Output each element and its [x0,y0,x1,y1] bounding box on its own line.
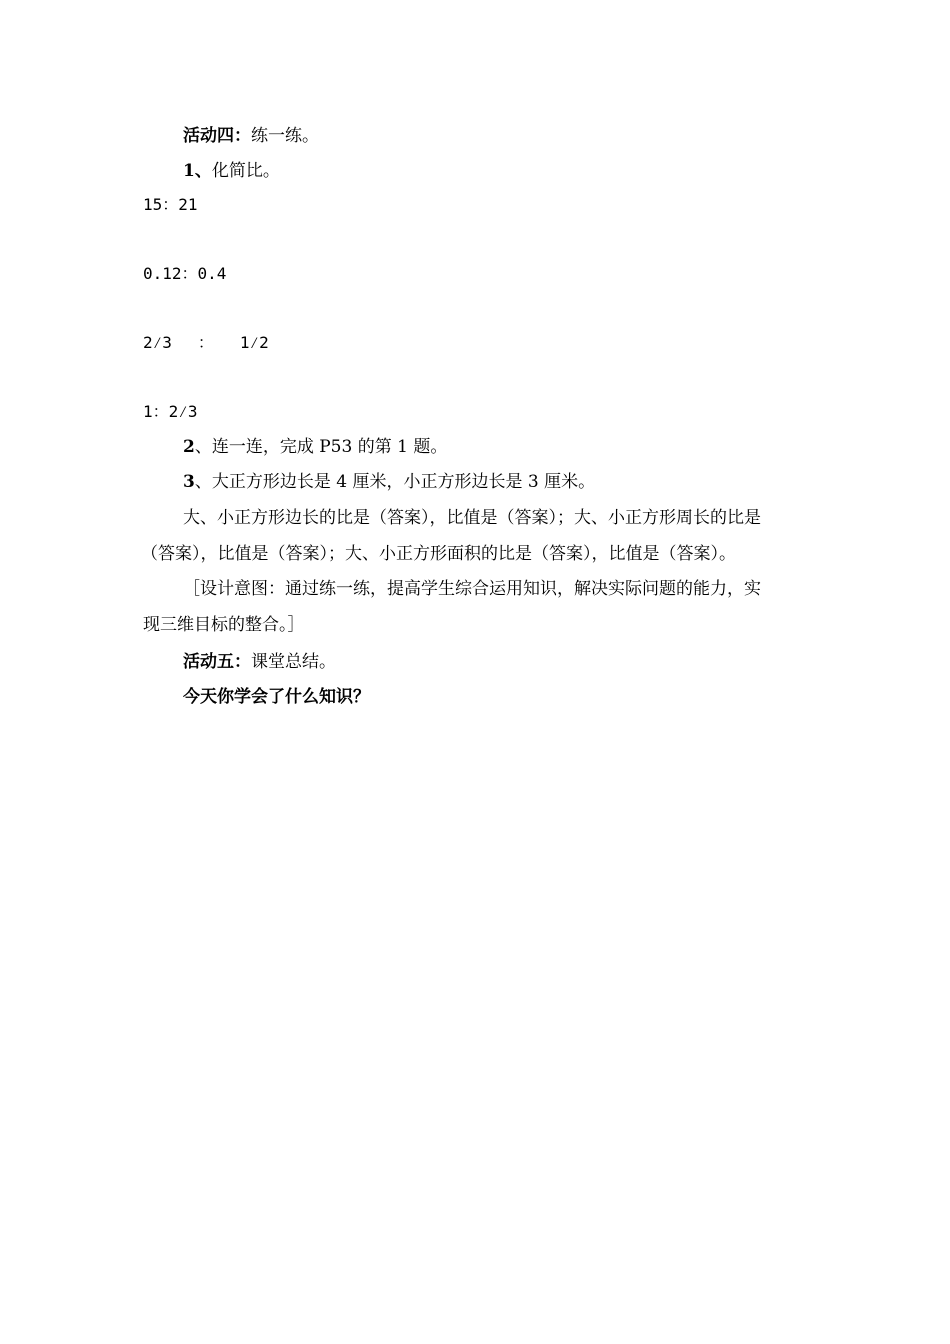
question3-number: 3 [183,472,195,492]
question3-line-1: 大、小正方形边长的比是（答案），比值是（答案）；大、小正方形周长的比是 [183,508,761,528]
question2-text: 、连一连，完成 P53 的第 1 题。 [194,437,448,457]
ratio-2: 0.12：0.4 [143,264,227,283]
ratio-3-right: 1⁄2 [239,333,269,352]
ratio-4-right: 2⁄3 [168,402,198,421]
question1-heading [183,160,280,182]
question2-number: 2 [183,437,195,457]
ratio-4-left: 1： [143,402,169,421]
question1-number: 1、 [183,161,212,181]
ratio-4 [143,401,198,423]
activity5-heading [183,651,336,673]
activity4-title: 活动四： [183,126,251,146]
design-intent-line-1: ［设计意图：通过练一练，提高学生综合运用知识，解决实际问题的能力，实 [183,579,761,599]
closing-question: 今天你学会了什么知识？ [183,687,370,707]
activity5-title: 活动五： [183,652,251,672]
ratio-3 [143,332,269,354]
question3 [183,471,595,493]
question3-text: 、大正方形边长是 4 厘米，小正方形边长是 3 厘米。 [194,472,596,492]
question2 [183,436,447,458]
question3-line-2: （答案），比值是（答案）；大、小正方形面积的比是（答案），比值是（答案）。 [141,544,736,564]
design-intent-line-2: 现三维目标的整合。］ [143,615,305,635]
ratio-3-left: 2⁄3 [143,333,172,352]
activity5-text: 课堂总结。 [251,652,336,672]
activity4-text: 练一练。 [251,126,319,146]
ratio-1: 15：21 [143,195,198,214]
question1-text: 化简比。 [211,161,280,181]
activity4-heading [183,125,319,147]
ratio-3-separator: ： [197,333,214,352]
